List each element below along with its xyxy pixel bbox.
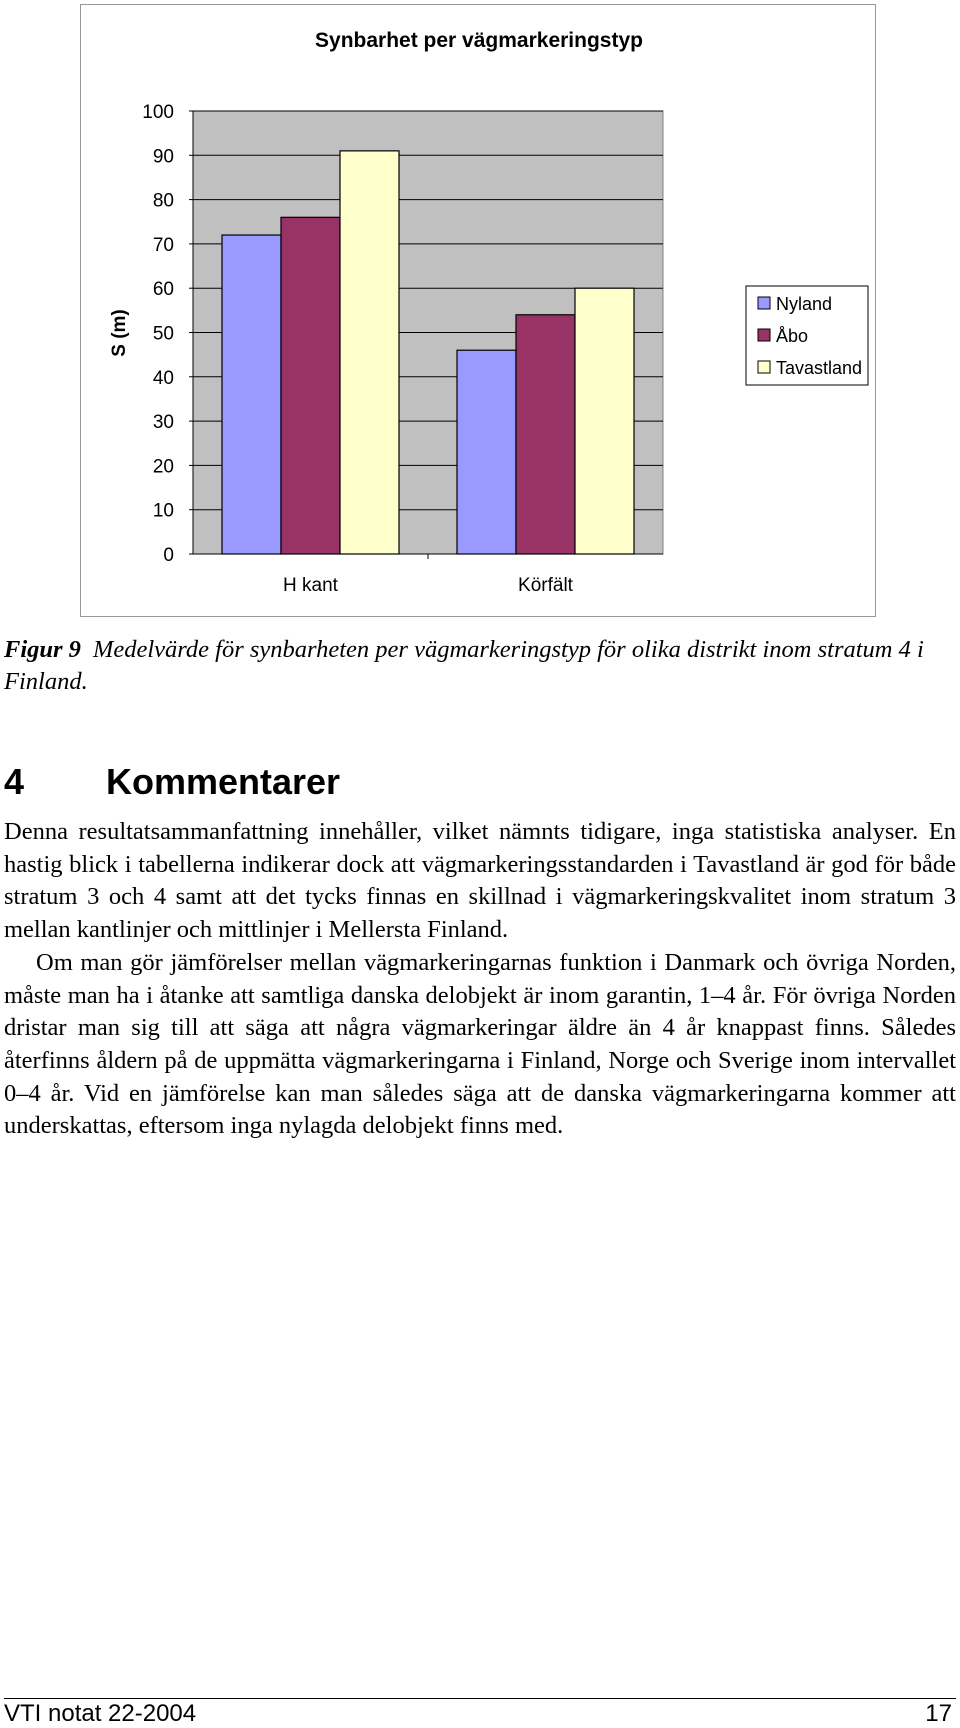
y-tick-label: 50	[152, 323, 174, 345]
y-tick-label: 60	[152, 279, 174, 301]
figure-label: Figur 9	[4, 636, 81, 663]
figure-caption	[4, 634, 956, 698]
bar	[222, 235, 281, 554]
legend-label: Tavastland	[776, 358, 863, 378]
y-tick-label: 40	[152, 367, 174, 389]
y-axis-label: S (m)	[109, 309, 130, 357]
paragraph: Denna resultatsammanfattning innehåller, vilket nämnts tidigare, inga statistiska analyser. En hastig blick i tabellerna indikerar dock att vägmarkeringsstandarden i Tavastland är god för både stratum 3 och 4 samt att det tycks finnas en skillnad i vägmarkeringskvalitet inom stratum 3 mellan kantlinjer och mittlinjer i Mellersta Finland.	[4, 818, 956, 944]
y-tick-label: 0	[163, 545, 174, 566]
y-tick-label: 10	[152, 500, 174, 522]
y-tick-label: 20	[152, 456, 174, 478]
legend-swatch	[758, 329, 770, 341]
y-tick-label: 30	[152, 412, 174, 434]
y-tick-label: 70	[152, 234, 174, 256]
body-text	[4, 816, 956, 1143]
x-tick-label: Körfält	[518, 575, 573, 596]
bar	[281, 217, 340, 554]
section-number: 4	[4, 761, 25, 802]
y-tick-label: 90	[152, 146, 174, 168]
legend-swatch	[758, 361, 770, 373]
bar	[340, 151, 399, 554]
paragraph: Om man gör jämförelser mellan vägmarkeringarnas funktion i Danmark och övriga Norden, måste man ha i åtanke att samtliga danska delobjekt är inom garantin, 1–4 år. För övriga Norden dristar man sig till att säga att några vägmarkeringar äldre än 4 år knappast finns. Således återfinns åldern på de uppmätta vägmarkeringarna i Finland, Norge och Sverige inom intervallet 0–4 år. Vid en jämförelse kan man således säga att de danska vägmarkeringarna kommer att underskattas, eftersom inga nylagda delobjekt finns med.	[4, 948, 956, 1140]
x-tick-label: H kant	[283, 575, 338, 596]
legend-swatch	[758, 297, 770, 309]
footer-report-id: VTI notat 22-2004	[4, 1700, 197, 1727]
page-footer	[4, 1698, 956, 1727]
section-heading	[4, 760, 956, 804]
y-tick-label: 80	[152, 190, 174, 212]
legend-label: Nyland	[776, 294, 833, 314]
chart-frame	[80, 4, 876, 617]
y-tick-label: 100	[142, 102, 174, 123]
bar	[516, 315, 575, 554]
figure-caption-text: Medelvärde för synbarheten per vägmarkeringstyp för olika distrikt inom stratum 4 i Finland.	[4, 636, 924, 695]
bar	[457, 350, 516, 554]
bar-chart	[81, 5, 877, 618]
legend-label: Åbo	[776, 326, 809, 346]
page-number: 17	[925, 1700, 952, 1727]
bar	[575, 288, 634, 554]
section-title: Kommentarer	[106, 761, 341, 802]
chart-title: Synbarhet per vägmarkeringstyp	[315, 29, 643, 52]
